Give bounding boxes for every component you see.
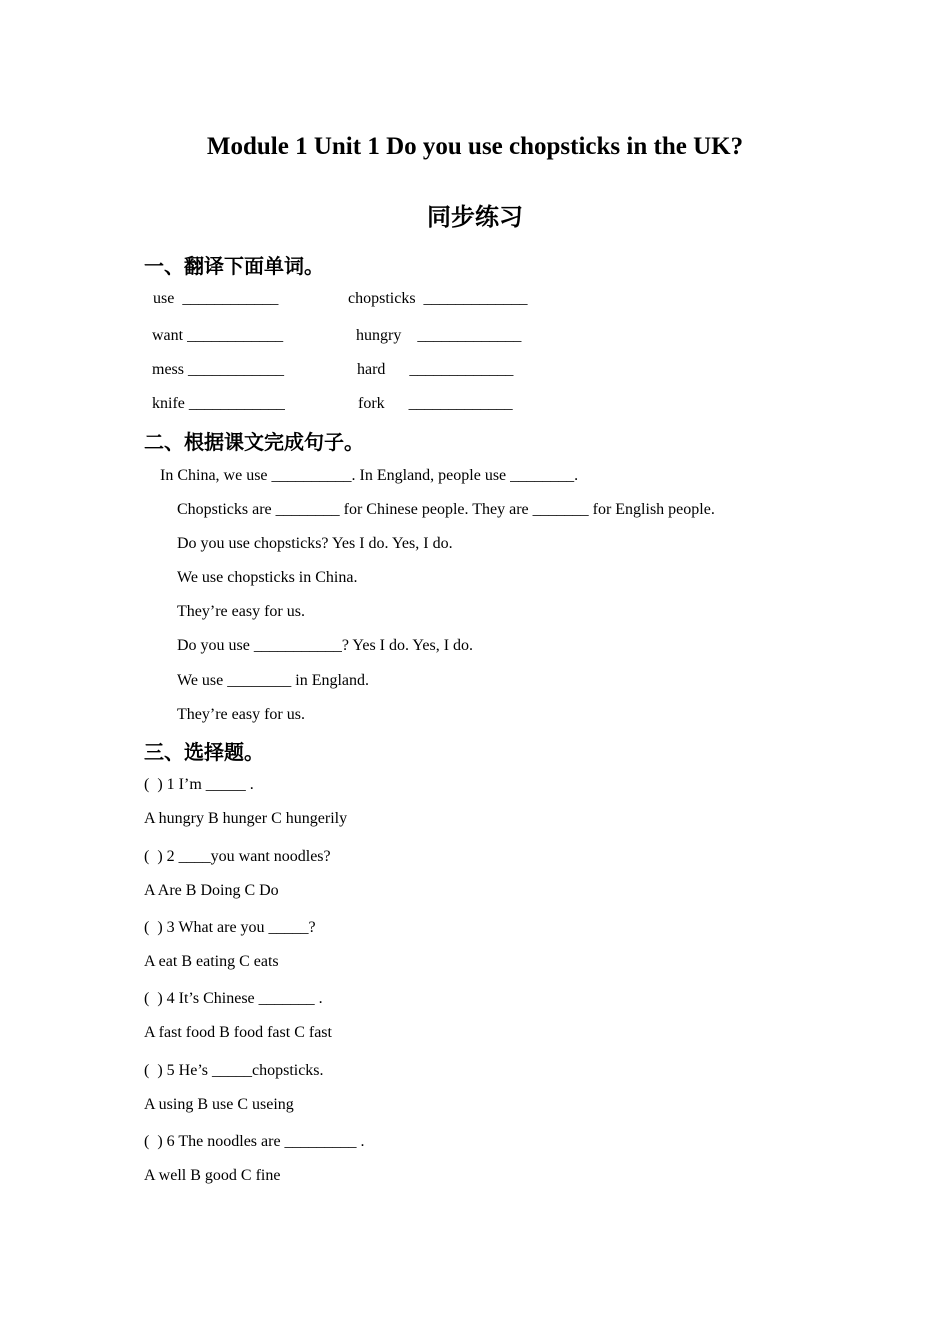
sentence-8: They’re easy for us. — [177, 706, 305, 723]
question-2: ( ) 2 ____you want noodles? — [144, 848, 331, 865]
options-1: A hungry B hunger C hungerily — [144, 810, 348, 827]
options-3: A eat B eating C eats — [144, 953, 279, 970]
sentence-4: We use chopsticks in China. — [177, 569, 358, 586]
page-title: Module 1 Unit 1 Do you use chopsticks in the UK? — [206, 133, 744, 160]
question-5: ( ) 5 He’s _____chopsticks. — [144, 1062, 324, 1079]
vocab-left-3: mess ____________ — [152, 361, 284, 378]
vocab-right-1: chopsticks _____________ — [348, 290, 528, 307]
section3-heading: 三、选择题。 — [144, 740, 264, 764]
options-5: A using B use C useing — [144, 1096, 294, 1113]
page-subtitle: 同步练习 — [427, 203, 523, 231]
options-2: A Are B Doing C Do — [144, 882, 279, 899]
vocab-left-4: knife ____________ — [152, 395, 285, 412]
sentence-2: Chopsticks are ________ for Chinese people. They are _______ for English people. — [177, 501, 715, 518]
sentence-5: They’re easy for us. — [177, 603, 305, 620]
sentence-7: We use ________ in England. — [177, 672, 370, 689]
question-4: ( ) 4 It’s Chinese _______ . — [144, 990, 323, 1007]
vocab-left-2: want ____________ — [152, 327, 284, 344]
question-1: ( ) 1 I’m _____ . — [144, 776, 254, 793]
options-6: A well B good C fine — [144, 1167, 281, 1184]
sentence-6: Do you use ___________? Yes I do. Yes, I do. — [177, 637, 474, 654]
question-6: ( ) 6 The noodles are _________ . — [144, 1133, 365, 1150]
vocab-right-2: hungry _____________ — [356, 327, 522, 344]
section1-heading: 一、翻译下面单词。 — [144, 254, 324, 278]
sentence-1: In China, we use __________. In England, people use ________. — [160, 467, 579, 484]
question-3: ( ) 3 What are you _____? — [144, 919, 316, 936]
vocab-left-1: use ____________ — [153, 290, 279, 307]
sentence-3: Do you use chopsticks? Yes I do. Yes, I do. — [177, 535, 453, 552]
section2-heading: 二、根据课文完成句子。 — [144, 430, 364, 454]
options-4: A fast food B food fast C fast — [144, 1024, 332, 1041]
vocab-right-4: fork _____________ — [358, 395, 513, 412]
vocab-right-3: hard _____________ — [357, 361, 514, 378]
